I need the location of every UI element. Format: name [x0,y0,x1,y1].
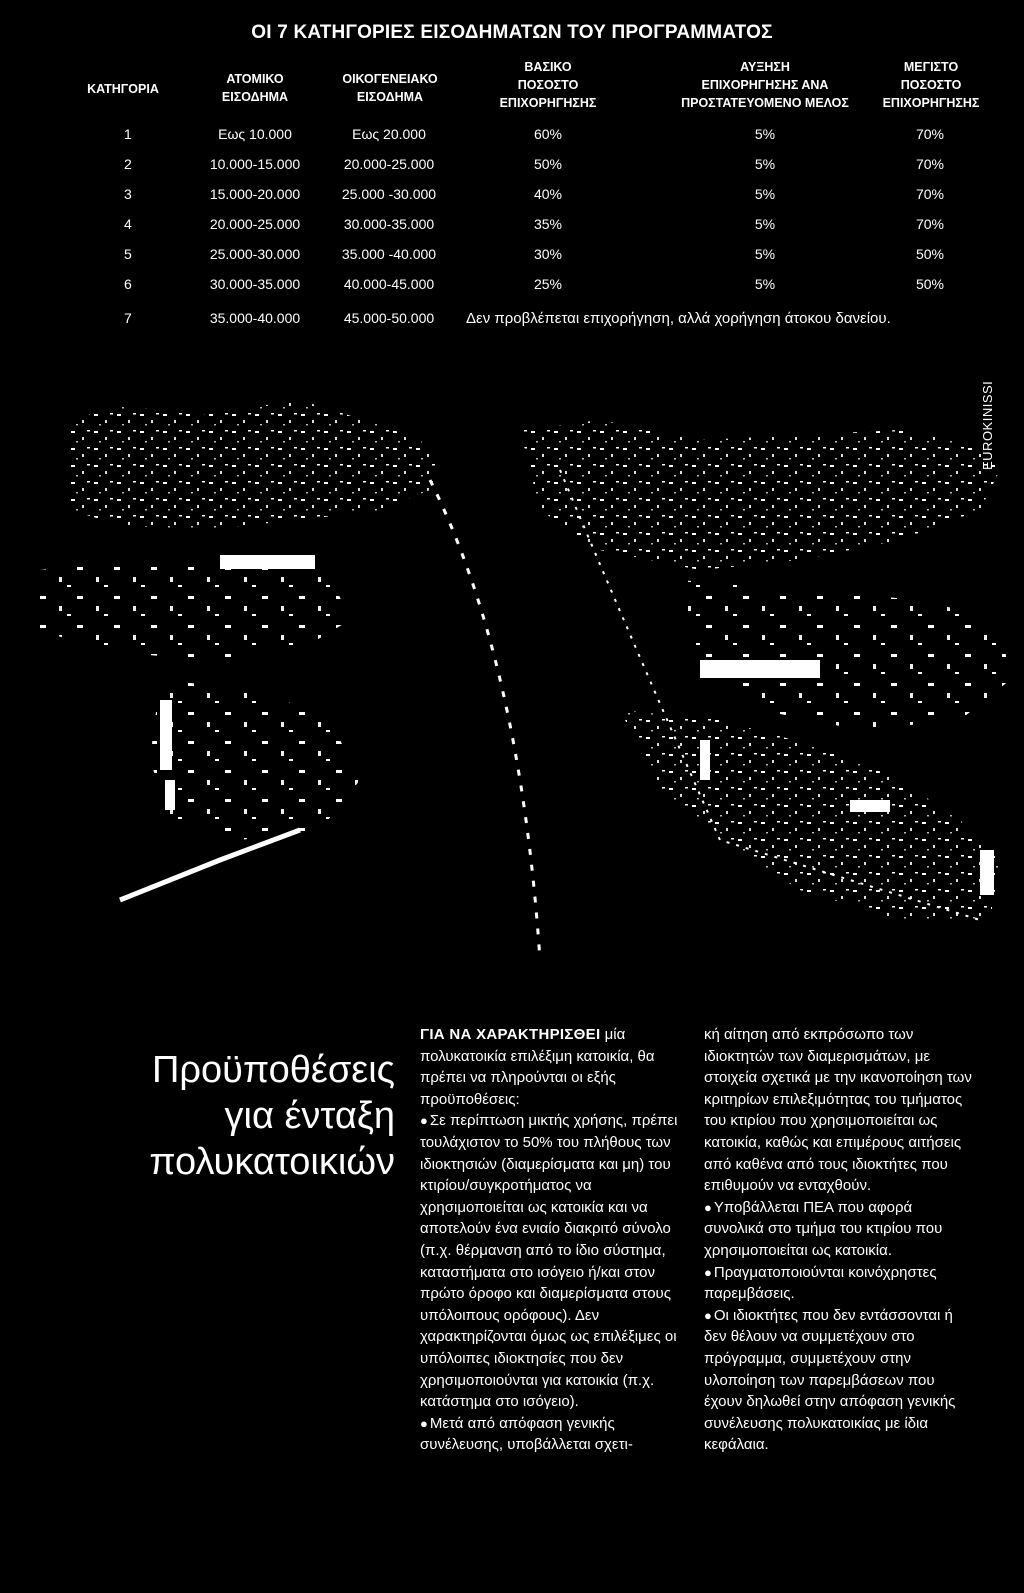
row-category: 3 [124,186,132,202]
row-note: Δεν προβλέπεται επιχορήγηση, αλλά χορήγηση άτοκου δανείου. [466,310,891,327]
article-column-2 [704,1024,976,1456]
bullet-paragraph: ● Πραγματοποιούνται κοινόχρηστες παρεμβάσεις. [704,1262,976,1305]
row-category: 6 [124,276,132,292]
city-night-illustration [0,360,1024,970]
table-row [0,126,1024,154]
header-individual-income: ΑΤΟΜΙΚΟ ΕΙΣΟΔΗΜΑ [221,72,289,104]
header-family-income: ΟΙΚΟΓΕΝΕΙΑΚΟ ΕΙΣΟΔΗΜΑ [342,72,438,104]
row-family-income: Εως 20.000 [352,126,426,142]
table-row [0,276,1024,304]
table-row [0,310,1024,338]
headline-line: Προϋποθέσεις [151,1049,395,1092]
headline-line: για ένταξη [224,1095,395,1138]
article-headline [130,1047,395,1185]
row-max-rate: 50% [915,246,945,262]
bullet-paragraph: ● Μετά από απόφαση γενικής συνέλευσης, υποβάλλεται σχετι- [420,1413,682,1456]
row-individual-income: 35.000-40.000 [209,310,301,326]
row-category: 1 [124,126,132,142]
bullet-paragraph: ● Οι ιδιοκτήτες που δεν εντάσσονται ή δεν θέλουν να συμμετέχουν στο πρόγραμμα, συμμετέχουν στην υλοποίηση των παρεμβάσεων που έχουν δηλωθεί στην απόφαση γενικής συνέλευσης πολυκατοικίας με ίδια κεφάλαια. [704,1305,976,1456]
row-base-rate: 35% [533,216,563,232]
city-night-photo [0,360,1024,970]
table-row [0,216,1024,244]
paragraph [420,1024,682,1110]
row-category: 4 [124,216,132,232]
table-row [0,156,1024,184]
row-base-rate: 30% [533,246,563,262]
table-row [0,246,1024,274]
paragraph: κή αίτηση από εκπρόσωπο των ιδιοκτητών των διαμερισμάτων, με στοιχεία σχετικά με την ικανοποίηση των κριτηρίων επιλεξιμότητας του τμήματος του κτιρίου που χρησιμοποιείται ως κατοικία, καθώς και επιμέρους αιτήσεις από καθένα από τους ιδιοκτήτες που επιθυμούν να ενταχθούν. [704,1026,972,1195]
article-column-1 [420,1024,682,1456]
bullet-paragraph: ● Σε περίπτωση μικτής χρήσης, πρέπει τουλάχιστον το 50% του πλήθους των ιδιοκτησιών (διαμερίσματα και μη) του κτιρίου/συγκροτήματος να χρησιμοποιείται ως κατοικία και να αποτελούν ένα ενιαίο διακριτό σύνολο (π.χ. θέρμανση από το ίδιο σύστημα, καταστήματα στο ισόγειο ή/και στον πρώτο όροφο και διαμερίσματα στους υπόλοιπους ορόφους). Δεν χαρακτηρίζονται όμως ως επιλέξιμες οι υπόλοιπες ιδιοκτησίες που δεν χρησιμοποιούνται για κατοικία (π.χ. κατάστημα στο ισόγειο). [420,1110,682,1412]
row-category: 7 [124,310,132,326]
header-base-rate: ΒΑΣΙΚΟ ΠΟΣΟΣΤΟ ΕΠΙΧΟΡΗΓΗΣΗΣ [499,60,597,110]
row-max-rate: 70% [915,126,945,142]
row-increase: 5% [754,276,776,292]
row-base-rate: 40% [533,186,563,202]
header-category: ΚΑΤΗΓΟΡΙΑ [87,82,159,96]
row-category: 5 [124,246,132,262]
row-increase: 5% [754,126,776,142]
row-individual-income: 20.000-25.000 [209,216,301,232]
row-family-income: 40.000-45.000 [343,276,435,292]
header-increase-per-member: ΑΥΞΗΣΗ ΕΠΙΧΟΡΗΓΗΣΗΣ ΑΝΑ ΠΡΟΣΤΑΤΕΥΟΜΕΝΟ ΜΕΛΟΣ [681,60,849,110]
row-base-rate: 60% [533,126,563,142]
bullet-paragraph: ● Υποβάλλεται ΠΕΑ που αφορά συνολικά στο τμήμα του κτιρίου που χρησιμοποιείται ως κατοικία. [704,1197,976,1262]
row-increase: 5% [754,186,776,202]
row-family-income: 45.000-50.000 [343,310,435,326]
photo-credit: EUROKINISSI [980,380,995,470]
paragraph-text: μία πολυκατοικία επιλέξιμη κατοικία, θα πρέπει να πληρούνται οι εξής προϋποθέσεις: [420,1026,655,1108]
row-increase: 5% [754,156,776,172]
row-increase: 5% [754,246,776,262]
row-individual-income: Εως 10.000 [218,126,292,142]
row-max-rate: 70% [915,186,945,202]
table-title: ΟΙ 7 ΚΑΤΗΓΟΡΙΕΣ ΕΙΣΟΔΗΜΑΤΩΝ ΤΟΥ ΠΡΟΓΡΑΜΜΑΤΟΣ [251,22,773,43]
row-family-income: 35.000 -40.000 [341,246,437,262]
row-base-rate: 25% [533,276,563,292]
header-max-rate: ΜΕΓΙΣΤΟ ΠΟΣΟΣΤΟ ΕΠΙΧΟΡΗΓΗΣΗΣ [882,60,980,110]
row-individual-income: 30.000-35.000 [209,276,301,292]
lead-in: ΓΙΑ ΝΑ ΧΑΡΑΚΤΗΡΙΣΘΕΙ [420,1026,601,1043]
table-row [0,186,1024,214]
headline-line: πολυκατοικιών [149,1141,395,1184]
row-individual-income: 15.000-20.000 [209,186,301,202]
row-individual-income: 10.000-15.000 [209,156,301,172]
row-category: 2 [124,156,132,172]
row-increase: 5% [754,216,776,232]
row-max-rate: 50% [915,276,945,292]
row-max-rate: 70% [915,156,945,172]
row-family-income: 25.000 -30.000 [341,186,437,202]
row-individual-income: 25.000-30.000 [209,246,301,262]
row-base-rate: 50% [533,156,563,172]
row-max-rate: 70% [915,216,945,232]
row-family-income: 20.000-25.000 [343,156,435,172]
row-family-income: 30.000-35.000 [343,216,435,232]
